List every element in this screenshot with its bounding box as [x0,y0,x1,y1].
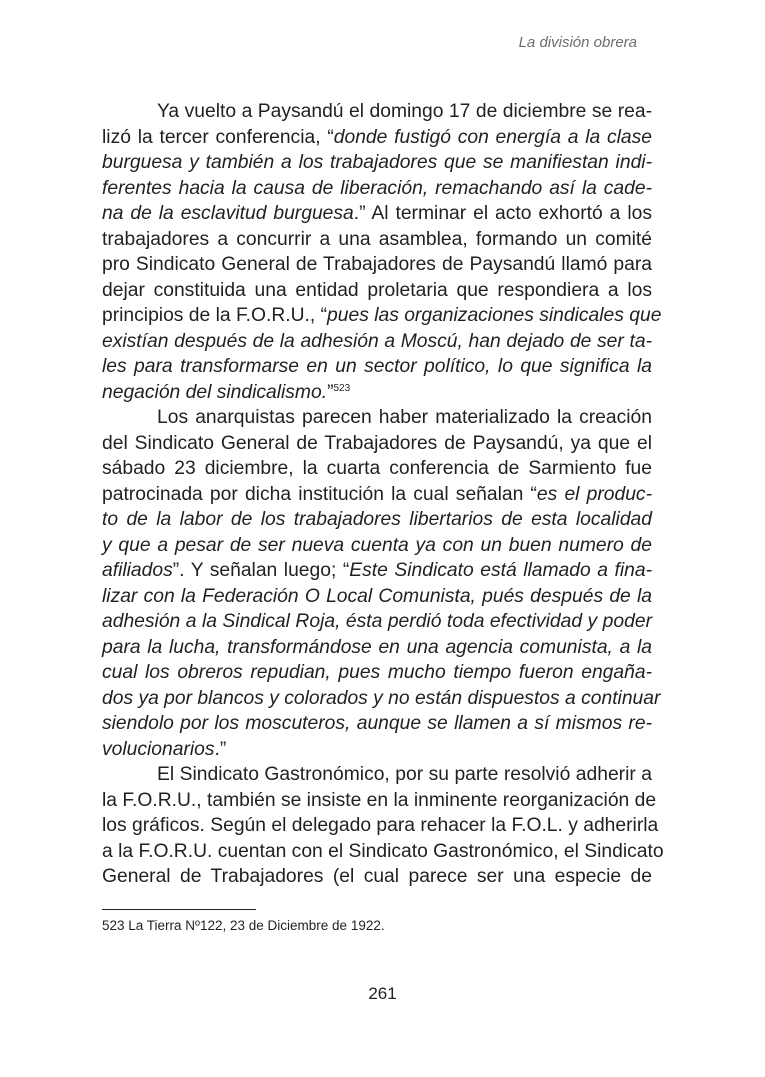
footnote-separator [102,909,256,910]
text-run: General de Trabajadores (el cual parece ser una especie de [102,866,652,887]
running-header: La división obrera [518,34,637,51]
text-line [102,864,652,890]
text-line [102,303,662,329]
text-run: existían después de la adhesión a Moscú, han dejado de ser ta- [102,330,652,352]
text-line [102,762,652,788]
text-run: es el produc- [536,483,652,505]
text-run: lizó la tercer conferencia, “ [102,126,334,148]
text-line [102,482,652,508]
text-line [102,405,652,431]
text-line [102,380,652,406]
text-line [102,125,652,151]
text-line [102,533,652,559]
text-run: del Sindicato General de Trabajadores de Paysandú, ya que el [102,432,652,454]
text-run: afiliados [102,560,173,581]
text-run: principios de la F.O.R.U., “ [102,305,328,326]
text-run: dejar constituida una entidad proletaria que respondiera a los [102,279,652,301]
text-run: ferentes hacia la causa de liberación, remachando así la cade- [102,177,652,199]
text-run: patrocinada por dicha institución la cual señalan “ [102,483,537,505]
text-run: .” [214,738,227,760]
text-run: la F.O.R.U., también se insiste en la inminente reorganización de [102,789,657,811]
text-run: cual los obreros repudian, pues mucho tiempo fueron engaña- [102,662,652,683]
text-line [102,252,652,278]
text-line [102,431,652,457]
text-line [102,354,652,380]
text-run: El Sindicato Gastronómico, por su parte resolvió adherir a [157,764,652,785]
text-run: ”. Y señalan luego; “ [172,560,350,581]
text-run: pro Sindicato General de Trabajadores de Paysandú llamó para [102,254,652,275]
text-line [102,99,652,125]
text-run: lizar con la Federación O Local Comunista, pués después de la [102,585,652,607]
text-run: negación del sindicalismo. [102,381,328,403]
text-line [102,711,652,737]
text-run: to de la labor de los trabajadores libertarios de esta localidad [102,509,652,530]
text-line [102,788,657,814]
text-line [102,609,652,635]
text-line [102,660,652,686]
text-run: para la lucha, transformándose en una agencia comunista, a la [102,636,652,658]
text-run: Ya vuelto a Paysandú el domingo 17 de diciembre se rea- [157,101,652,122]
text-line [102,507,652,533]
text-run: y que a pesar de ser nueva cuenta ya con un buen numero de [102,534,652,556]
text-line [102,839,664,865]
text-run: .” Al terminar el acto exhortó a los [353,203,652,224]
text-run: donde fustigó con energía a la clase [333,126,652,148]
text-line [102,737,652,763]
text-line [102,456,652,482]
text-run: volucionarios [102,738,215,760]
text-run: Este Sindicato está llamado a fina- [349,560,652,581]
text-run: trabajadores a concurrir a una asamblea, formando un comité [102,228,652,250]
footnote: 523 La Tierra Nº122, 23 de Diciembre de 1922. [102,918,385,933]
page-number: 261 [368,984,397,1003]
text-line [102,329,652,355]
text-run: les para transformarse en un sector político, lo que significa la [102,356,652,377]
text-run: Los anarquistas parecen haber materializado la creación [157,407,652,428]
text-run: ” [327,381,334,403]
text-line [102,278,652,304]
text-run: dos ya por blancos y colorados y no están dispuestos a continuar [102,687,661,709]
text-line [102,635,652,661]
body-text [102,99,664,890]
text-run: pues las organizaciones sindicales que [327,305,662,326]
text-run: adhesión a la Sindical Roja, ésta perdió toda efectividad y poder [102,611,652,632]
text-run: siendolo por los moscuteros, aunque se llamen a sí mismos re- [102,713,652,734]
footnote-reference: 523 [333,382,351,394]
text-run: sábado 23 diciembre, la cuarta conferencia de Sarmiento fue [102,458,652,479]
text-line [102,584,652,610]
text-line [102,227,652,253]
text-line [102,201,652,227]
text-line [102,813,659,839]
text-line [102,558,652,584]
text-run: na de la esclavitud burguesa [102,203,354,224]
text-run: los gráficos. Según el delegado para rehacer la F.O.L. y adherirla [102,815,659,836]
text-line [102,686,661,712]
text-run: a la F.O.R.U. cuentan con el Sindicato Gastronómico, el Sindicato [102,840,664,862]
text-line [102,150,652,176]
text-line [102,176,652,202]
text-run: burguesa y también a los trabajadores que se manifiestan indi- [102,152,652,173]
